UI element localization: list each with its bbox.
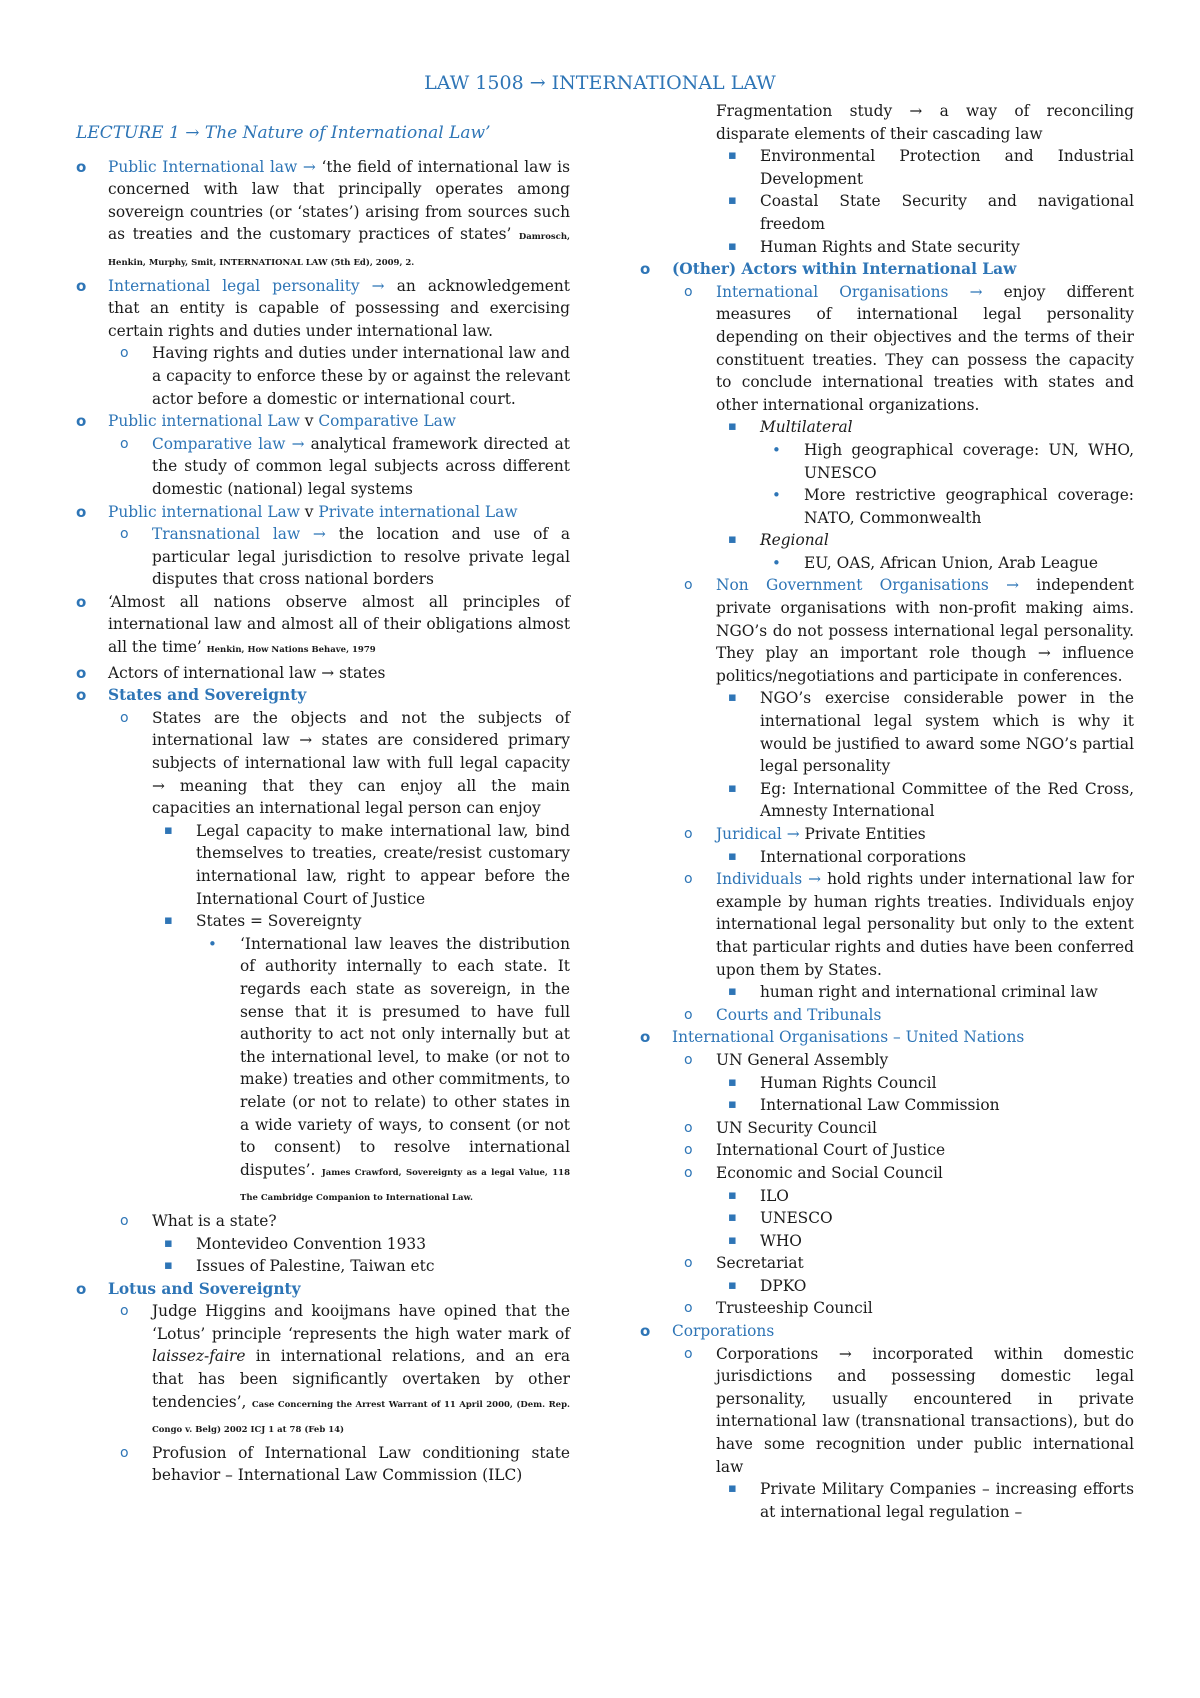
outline-item	[640, 1185, 1134, 1208]
outline-item	[76, 1233, 570, 1256]
item-text: Eg: International Committee of the Red Cross, Amnesty International	[760, 779, 1134, 821]
outline-item	[76, 156, 570, 275]
bullet-icon: ▪	[728, 984, 737, 1000]
outline-item	[640, 281, 1134, 417]
bullet-icon: ▪	[728, 1210, 737, 1226]
lecture-topic: → The Nature of International Law’	[179, 123, 491, 143]
bullet-icon: ▪	[728, 193, 737, 209]
bullet-icon: •	[772, 486, 781, 505]
outline-item	[76, 523, 570, 591]
item-text: in international relations, and an era that has been significantly overtaken by other tendencies’,	[152, 1347, 570, 1411]
bullet-icon: ▪	[164, 822, 173, 838]
bullet-icon: o	[684, 1300, 693, 1317]
outline-item	[640, 190, 1134, 235]
bullet-icon: ▪	[728, 780, 737, 796]
outline-item	[76, 707, 570, 820]
outline-item	[640, 1320, 1134, 1343]
right-outline	[640, 100, 1134, 1523]
bullet-icon: ▪	[728, 1232, 737, 1248]
bullet-icon: o	[684, 1164, 693, 1181]
outline-item	[640, 439, 1134, 484]
item-text: International Court of Justice	[716, 1141, 946, 1160]
item-text: Transnational law →	[152, 525, 339, 544]
item-text: Corporations → incorporated within domestic jurisdictions and possessing domestic legal personality, usually encountered in private international law (transnational transactions), but do have some recognition under public international law	[716, 1344, 1134, 1476]
outline-item	[640, 1072, 1134, 1095]
bullet-icon: o	[76, 663, 87, 682]
outline-item	[640, 687, 1134, 777]
outline-item	[640, 1139, 1134, 1162]
item-text: independent private organisations with non-profit making aims. NGO’s do not possess international legal personality. They play an important role though → influence politics/negotiations and participate in conferences.	[716, 576, 1134, 685]
bullet-icon: •	[208, 934, 217, 953]
item-text: NGO’s exercise considerable power in the international legal system which is why it would be justified to award some NGO’s partial legal personality	[760, 689, 1134, 776]
item-text: Private international Law	[318, 502, 518, 521]
bullet-icon: ▪	[728, 532, 737, 548]
outline-item	[640, 1207, 1134, 1230]
citation-text: James Crawford, Sovereignty as a legal Value, 118 The Cambridge Companion to International Law.	[240, 1167, 570, 1204]
item-text: What is a state?	[152, 1211, 277, 1230]
citation-text: Case Concerning the Arrest Warrant of 11 April 2000, (Dem. Rep. Congo v. Belg) 2002 ICJ 1 at 78 (Feb 14)	[152, 1399, 570, 1436]
item-text: v	[299, 412, 319, 431]
item-text: States = Sovereignty	[196, 912, 362, 931]
item-text: Multilateral	[760, 418, 853, 437]
right-column	[640, 100, 1134, 1523]
bullet-icon: o	[120, 709, 129, 726]
outline-item	[640, 1162, 1134, 1185]
lecture-heading	[76, 122, 570, 145]
outline-item	[76, 433, 570, 501]
bullet-icon: o	[684, 283, 693, 300]
outline-item	[76, 501, 570, 524]
bullet-icon: o	[684, 1051, 693, 1068]
bullet-icon: ▪	[728, 238, 737, 254]
bullet-icon: ▪	[728, 148, 737, 164]
outline-item	[640, 778, 1134, 823]
item-text: Coastal State Security and navigational freedom	[760, 192, 1134, 233]
item-text: States and Sovereignty	[108, 686, 307, 705]
bullet-icon: o	[76, 592, 87, 611]
bullet-icon: o	[120, 1212, 129, 1229]
outline-item	[76, 684, 570, 707]
bullet-icon: o	[640, 1028, 651, 1047]
bullet-icon: o	[76, 276, 87, 295]
item-text: High geographical coverage: UN, WHO, UNESCO	[804, 440, 1134, 482]
outline-item	[640, 981, 1134, 1004]
item-text: WHO	[760, 1231, 802, 1250]
outline-item	[76, 410, 570, 433]
outline-item	[76, 342, 570, 410]
outline-item	[640, 1343, 1134, 1479]
outline-item	[76, 1278, 570, 1301]
outline-item	[640, 529, 1134, 552]
item-text: the location and use of a particular legal jurisdiction to resolve private legal disputes that cross national borders	[152, 525, 570, 589]
item-text: (Other) Actors within International Law	[672, 260, 1017, 279]
bullet-icon: o	[684, 1006, 693, 1023]
item-text: Having rights and duties under international law and a capacity to enforce these by or against the relevant actor before a domestic or international court.	[152, 344, 570, 408]
left-column	[76, 122, 570, 1487]
outline-item	[76, 820, 570, 910]
bullet-icon: o	[120, 1303, 129, 1320]
bullet-icon: o	[76, 686, 87, 705]
outline-item	[640, 416, 1134, 439]
bullet-icon: ▪	[728, 1097, 737, 1113]
citation-text: Damrosch, Henkin, Murphy, Smit, INTERNATIONAL LAW (5th Ed), 2009, 2.	[108, 232, 570, 268]
item-text: International legal personality →	[108, 276, 397, 295]
item-text: hold rights under international law for example by human rights treaties. Individuals enjoy international legal personality but only to the extent that particular rights and duties have been conferred upon them by States.	[716, 870, 1134, 979]
outline-item	[76, 910, 570, 933]
bullet-icon: ▪	[164, 913, 173, 929]
bullet-icon: •	[772, 553, 781, 572]
item-text: Legal capacity to make international law, bind themselves to treaties, create/resist customary international law, right to appear before the International Court of Justice	[196, 821, 570, 908]
item-text: v	[299, 502, 319, 521]
item-text: ‘Almost all nations observe almost all principles of international law and almost all of their obligations almost all the time’	[108, 592, 570, 657]
item-text: Individuals →	[716, 870, 828, 889]
bullet-icon: ▪	[164, 1258, 173, 1274]
item-text: Economic and Social Council	[716, 1163, 943, 1182]
item-text: UN General Assembly	[716, 1050, 889, 1069]
outline-item	[640, 574, 1134, 687]
bullet-icon: o	[120, 1444, 129, 1461]
bullet-icon: o	[640, 260, 651, 279]
bullet-icon: o	[76, 412, 87, 431]
outline-item	[640, 868, 1134, 981]
item-text: International corporations	[760, 847, 967, 866]
outline-item	[76, 1300, 570, 1442]
outline-item	[76, 1442, 570, 1487]
outline-item	[640, 100, 1134, 145]
outline-item	[640, 236, 1134, 259]
item-text: Fragmentation study → a way of reconciling disparate elements of their cascading law	[716, 102, 1134, 143]
bullet-icon: ▪	[164, 1235, 173, 1251]
citation-text: Henkin, How Nations Behave, 1979	[206, 645, 376, 656]
bullet-icon: o	[684, 1255, 693, 1272]
outline-item	[76, 933, 570, 1210]
left-outline	[76, 156, 570, 1487]
item-text: analytical framework directed at the study of common legal subjects across different domestic (national) legal systems	[152, 434, 570, 498]
item-text: Juridical →	[716, 825, 805, 843]
item-text: Private Military Companies – increasing efforts at international legal regulation –	[760, 1480, 1134, 1521]
item-text: Human Rights Council	[760, 1073, 937, 1092]
bullet-icon: o	[684, 1345, 693, 1362]
item-text: Comparative law →	[152, 434, 311, 453]
page-title: LAW 1508 → INTERNATIONAL LAW	[424, 72, 776, 94]
bullet-icon: o	[120, 345, 129, 362]
item-text: Non Government Organisations →	[716, 576, 1037, 595]
outline-item	[640, 552, 1134, 575]
item-text: Human Rights and State security	[760, 237, 1020, 256]
outline-item	[640, 1275, 1134, 1298]
bullet-icon: o	[684, 1142, 693, 1159]
outline-item	[640, 1230, 1134, 1253]
outline-item	[640, 1094, 1134, 1117]
item-text: ‘the field of international law is concerned with law that principally operates among sovereign countries (or ‘states’) arising from sources such as treaties and the customary practices of states’	[108, 157, 571, 244]
bullet-icon: •	[772, 440, 781, 459]
item-text: Private Entities	[804, 825, 926, 843]
outline-item	[640, 1026, 1134, 1049]
item-text: Regional	[760, 531, 829, 550]
bullet-icon: o	[684, 577, 693, 594]
bullet-icon: o	[76, 157, 87, 176]
item-text: laissez-faire	[152, 1347, 246, 1366]
item-text: UN Security Council	[716, 1118, 877, 1137]
outline-item	[640, 1004, 1134, 1027]
item-text: UNESCO	[760, 1209, 833, 1228]
outline-item	[640, 846, 1134, 869]
item-text: More restrictive geographical coverage: NATO, Commonwealth	[804, 486, 1134, 527]
outline-item	[640, 1297, 1134, 1320]
item-text: EU, OAS, African Union, Arab League	[804, 553, 1099, 572]
bullet-icon: o	[684, 1119, 693, 1136]
outline-item	[76, 1210, 570, 1233]
item-text: Issues of Palestine, Taiwan etc	[196, 1257, 435, 1276]
item-text: International Organisations →	[716, 282, 1004, 301]
item-text: Comparative Law	[318, 412, 456, 431]
item-text: an acknowledgement that an entity is capable of possessing and exercising certain rights and duties under international law.	[108, 276, 570, 340]
item-text: Profusion of International Law conditioning state behavior – International Law Commission (ILC)	[152, 1443, 570, 1485]
outline-item	[640, 484, 1134, 529]
lecture-label: LECTURE 1	[76, 123, 180, 143]
bullet-icon: o	[120, 526, 129, 543]
item-text: Lotus and Sovereignty	[108, 1279, 301, 1298]
item-text: Montevideo Convention 1933	[196, 1234, 426, 1253]
outline-item	[640, 145, 1134, 190]
item-text: International Law Commission	[760, 1096, 1000, 1115]
outline-item	[76, 591, 570, 662]
outline-item	[640, 1117, 1134, 1140]
item-text: Public International law →	[108, 157, 322, 176]
outline-item	[640, 1478, 1134, 1523]
bullet-icon: ▪	[728, 1277, 737, 1293]
item-text: enjoy different measures of international legal personality depending on their objectives and the terms of their constituent treaties. They can possess the capacity to conclude international treaties with states and other international organizations.	[716, 282, 1134, 414]
item-text: ‘International law leaves the distribution of authority internally to each state. It regards each state as sovereign, in the sense that it is presumed to have full authority to act not only internally but at the international level, to make (or not to make) treaties and other commitments, to relate (or not to relate) to other states in a wide variety of ways, to consent (or not to consent) to resolve international disputes’.	[240, 934, 570, 1179]
bullet-icon: o	[76, 1279, 87, 1298]
outline-item	[640, 258, 1134, 281]
bullet-icon: o	[684, 826, 693, 842]
item-text: Corporations	[672, 1322, 775, 1341]
outline-item	[640, 1252, 1134, 1275]
item-text: States are the objects and not the subjects of international law → states are considered primary subjects of international law with full legal capacity → meaning that they can enjoy all the main capacities an international legal person can enjoy	[152, 708, 570, 818]
item-text: Environmental Protection and Industrial Development	[760, 147, 1134, 188]
item-text: ILO	[760, 1186, 789, 1205]
outline-item	[640, 1049, 1134, 1072]
item-text: human right and international criminal law	[760, 983, 1098, 1002]
item-text: International Organisations – United Nations	[672, 1028, 1025, 1047]
bullet-icon: ▪	[728, 1481, 737, 1497]
bullet-icon: o	[76, 502, 87, 521]
bullet-icon: ▪	[728, 690, 737, 706]
item-text: Secretariat	[716, 1254, 804, 1273]
item-text: Trusteeship Council	[716, 1299, 873, 1318]
bullet-icon: ▪	[728, 848, 737, 864]
outline-item	[76, 662, 570, 685]
outline-item	[76, 1255, 570, 1278]
item-text: Public international Law	[108, 502, 300, 521]
item-text: Actors of international law → states	[108, 663, 386, 682]
bullet-icon: ▪	[728, 419, 737, 435]
bullet-icon: o	[640, 1322, 651, 1341]
bullet-icon: o	[120, 435, 129, 452]
outline-item	[76, 275, 570, 343]
bullet-icon: o	[684, 871, 693, 888]
bullet-icon: ▪	[728, 1187, 737, 1203]
outline-item	[640, 823, 1134, 846]
bullet-icon: ▪	[728, 1074, 737, 1090]
item-text: Courts and Tribunals	[716, 1005, 882, 1024]
item-text: DPKO	[760, 1276, 807, 1295]
item-text: Judge Higgins and kooijmans have opined that the ‘Lotus’ principle ‘represents the high water mark of	[152, 1302, 570, 1343]
item-text: Public international Law	[108, 412, 300, 431]
